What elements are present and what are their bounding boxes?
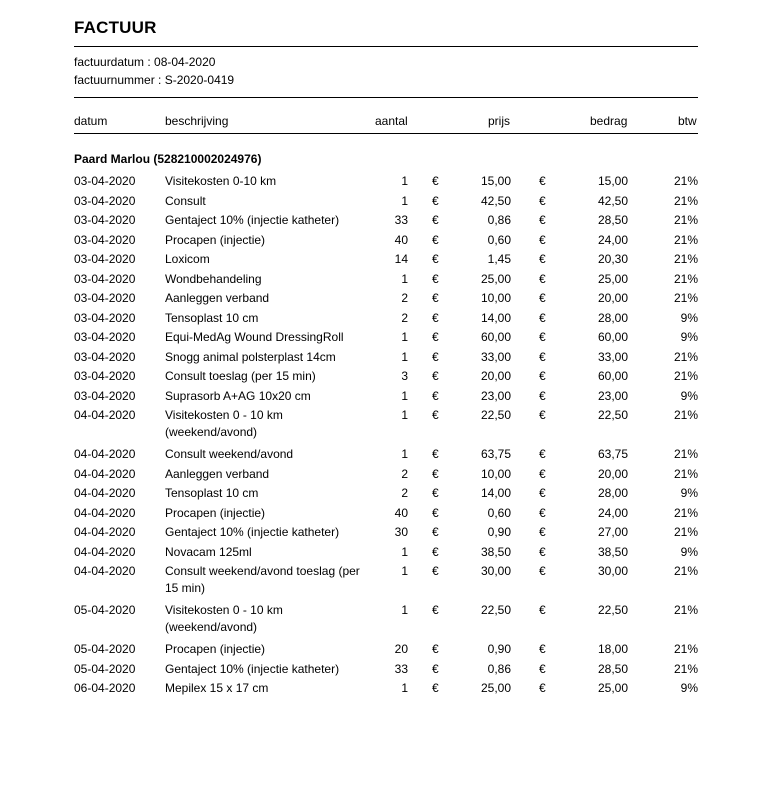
- line-vat: 21%: [673, 271, 698, 286]
- table-row: [74, 407, 698, 446]
- currency-symbol: €: [432, 486, 439, 500]
- line-date: 04-04-2020: [74, 544, 136, 559]
- invoice-date: factuurdatum : 08-04-2020: [74, 55, 216, 69]
- table-row: [74, 680, 698, 700]
- currency-symbol: €: [539, 466, 546, 481]
- currency-symbol: €: [432, 447, 439, 461]
- line-quantity: 14: [394, 252, 408, 266]
- line-price: 63,75: [480, 447, 511, 461]
- line-amount: 63,75: [597, 447, 628, 461]
- line-price: 10,00: [480, 466, 511, 481]
- currency-symbol: €: [432, 603, 439, 617]
- line-quantity: 1: [401, 681, 408, 695]
- currency-symbol: €: [432, 193, 439, 208]
- line-price: 0,90: [487, 642, 511, 656]
- line-vat: 21%: [673, 603, 698, 617]
- line-date: 03-04-2020: [74, 388, 136, 403]
- line-description: Gentaject 10% (injectie katheter): [165, 213, 340, 227]
- line-vat: 21%: [673, 661, 698, 676]
- currency-symbol: €: [539, 544, 546, 559]
- currency-symbol: €: [539, 174, 546, 188]
- currency-symbol: €: [432, 213, 439, 227]
- line-vat: 21%: [673, 291, 698, 305]
- line-amount: 22,50: [597, 603, 628, 617]
- currency-symbol: €: [539, 213, 546, 227]
- line-date: 04-04-2020: [74, 505, 136, 520]
- line-date: 05-04-2020: [74, 661, 136, 676]
- line-vat: 21%: [673, 349, 698, 364]
- table-row: [74, 446, 698, 466]
- line-date: 05-04-2020: [74, 603, 136, 617]
- line-amount: 23,00: [597, 388, 628, 403]
- table-row: [74, 329, 698, 349]
- line-amount: 27,00: [597, 525, 628, 539]
- currency-symbol: €: [539, 271, 546, 286]
- currency-symbol: €: [432, 369, 439, 383]
- line-price: 22,50: [480, 408, 511, 422]
- line-vat: 21%: [673, 408, 698, 422]
- currency-symbol: €: [539, 193, 546, 208]
- line-quantity: 1: [401, 330, 408, 344]
- line-date: 03-04-2020: [74, 174, 136, 188]
- line-price: 30,00: [480, 564, 511, 578]
- line-amount: 20,30: [597, 252, 628, 266]
- currency-symbol: €: [432, 408, 439, 422]
- currency-symbol: €: [432, 174, 439, 188]
- divider: [74, 46, 698, 47]
- currency-symbol: €: [539, 349, 546, 364]
- line-amount: 42,50: [597, 193, 628, 208]
- line-price: 0,60: [487, 232, 511, 247]
- line-price: 25,00: [480, 271, 511, 286]
- line-price: 60,00: [480, 330, 511, 344]
- line-vat: 21%: [673, 252, 698, 266]
- currency-symbol: €: [432, 252, 439, 266]
- currency-symbol: €: [432, 564, 439, 578]
- line-vat: 9%: [680, 544, 698, 559]
- table-row: [74, 485, 698, 505]
- line-date: 04-04-2020: [74, 525, 136, 539]
- divider: [74, 133, 698, 134]
- line-quantity: 2: [401, 310, 408, 325]
- line-quantity: 1: [401, 564, 408, 578]
- line-quantity: 1: [401, 174, 408, 188]
- line-amount: 18,00: [597, 642, 628, 656]
- column-header-vat: btw: [678, 114, 697, 128]
- line-quantity: 1: [401, 408, 408, 422]
- line-date: 06-04-2020: [74, 681, 136, 695]
- table-row: [74, 212, 698, 232]
- line-vat: 21%: [673, 466, 698, 481]
- line-amount: 20,00: [597, 291, 628, 305]
- line-quantity: 2: [401, 466, 408, 481]
- table-row: [74, 544, 698, 564]
- line-description: Procapen (injectie): [165, 642, 266, 656]
- table-row: [74, 524, 698, 544]
- line-vat: 9%: [680, 486, 698, 500]
- line-amount: 28,50: [597, 661, 628, 676]
- line-quantity: 1: [401, 388, 408, 403]
- line-date: 03-04-2020: [74, 193, 136, 208]
- currency-symbol: €: [432, 310, 439, 325]
- line-description: Wondbehandeling: [165, 271, 262, 286]
- line-amount: 30,00: [597, 564, 628, 578]
- line-amount: 25,00: [597, 681, 628, 695]
- line-vat: 21%: [673, 232, 698, 247]
- currency-symbol: €: [432, 388, 439, 403]
- line-price: 23,00: [480, 388, 511, 403]
- line-quantity: 1: [401, 447, 408, 461]
- line-vat: 21%: [673, 564, 698, 578]
- currency-symbol: €: [432, 232, 439, 247]
- line-date: 03-04-2020: [74, 252, 136, 266]
- invoice-lines: [74, 173, 698, 700]
- line-vat: 9%: [680, 388, 698, 403]
- currency-symbol: €: [539, 408, 546, 422]
- currency-symbol: €: [432, 642, 439, 656]
- line-amount: 60,00: [597, 330, 628, 344]
- table-row: [74, 251, 698, 271]
- line-amount: 28,50: [597, 213, 628, 227]
- line-quantity: 1: [401, 603, 408, 617]
- line-price: 33,00: [480, 349, 511, 364]
- line-quantity: 1: [401, 544, 408, 559]
- line-amount: 33,00: [597, 349, 628, 364]
- currency-symbol: €: [432, 505, 439, 520]
- currency-symbol: €: [539, 310, 546, 325]
- line-vat: 21%: [673, 642, 698, 656]
- line-vat: 9%: [680, 681, 698, 695]
- line-quantity: 2: [401, 291, 408, 305]
- currency-symbol: €: [539, 388, 546, 403]
- line-price: 0,60: [487, 505, 511, 520]
- column-header-date: datum: [74, 114, 108, 128]
- line-vat: 21%: [673, 447, 698, 461]
- column-header-quantity: aantal: [375, 114, 408, 128]
- line-amount: 15,00: [597, 174, 628, 188]
- currency-symbol: €: [539, 661, 546, 676]
- line-price: 15,00: [480, 174, 511, 188]
- line-description: Loxicom: [165, 252, 210, 266]
- line-vat: 21%: [673, 213, 698, 227]
- line-amount: 28,00: [597, 486, 628, 500]
- line-description: Visitekosten 0-10 km: [165, 174, 277, 188]
- line-date: 04-04-2020: [74, 447, 136, 461]
- line-vat: 21%: [673, 369, 698, 383]
- line-description: Visitekosten 0 - 10 km (weekend/avond): [165, 603, 283, 634]
- line-description: Consult weekend/avond: [165, 447, 294, 461]
- line-date: 04-04-2020: [74, 564, 136, 578]
- currency-symbol: €: [539, 369, 546, 383]
- line-price: 20,00: [480, 369, 511, 383]
- line-amount: 60,00: [597, 369, 628, 383]
- line-date: 03-04-2020: [74, 291, 136, 305]
- currency-symbol: €: [539, 232, 546, 247]
- line-description: Procapen (injectie): [165, 232, 266, 247]
- currency-symbol: €: [432, 544, 439, 559]
- line-description: Procapen (injectie): [165, 505, 266, 520]
- currency-symbol: €: [432, 466, 439, 481]
- line-price: 38,50: [480, 544, 511, 559]
- line-amount: 28,00: [597, 310, 628, 325]
- line-amount: 22,50: [597, 408, 628, 422]
- table-row: [74, 310, 698, 330]
- line-description: Visitekosten 0 - 10 km (weekend/avond): [165, 408, 283, 439]
- line-price: 22,50: [480, 603, 511, 617]
- table-row: [74, 193, 698, 213]
- currency-symbol: €: [539, 564, 546, 578]
- line-description: Consult weekend/avond toeslag (per 15 min): [165, 564, 360, 595]
- line-description: Aanleggen verband: [165, 291, 270, 305]
- line-price: 0,86: [487, 661, 511, 676]
- table-row: [74, 349, 698, 369]
- line-description: Tensoplast 10 cm: [165, 310, 259, 325]
- line-description: Mepilex 15 x 17 cm: [165, 681, 269, 695]
- currency-symbol: €: [539, 525, 546, 539]
- line-quantity: 1: [401, 271, 408, 286]
- line-price: 10,00: [480, 291, 511, 305]
- line-date: 04-04-2020: [74, 486, 136, 500]
- line-vat: 21%: [673, 505, 698, 520]
- currency-symbol: €: [432, 661, 439, 676]
- line-date: 03-04-2020: [74, 330, 136, 344]
- line-amount: 20,00: [597, 466, 628, 481]
- column-header-amount: bedrag: [590, 114, 628, 128]
- table-row: [74, 563, 698, 602]
- currency-symbol: €: [539, 642, 546, 656]
- line-description: Aanleggen verband: [165, 466, 270, 481]
- currency-symbol: €: [539, 505, 546, 520]
- line-quantity: 1: [401, 193, 408, 208]
- line-quantity: 2: [401, 486, 408, 500]
- line-date: 03-04-2020: [74, 369, 136, 383]
- line-vat: 21%: [673, 525, 698, 539]
- column-header-price: prijs: [488, 114, 511, 128]
- line-description: Equi-MedAg Wound DressingRoll: [165, 330, 344, 344]
- group-title: Paard Marlou (528210002024976): [74, 152, 262, 166]
- line-vat: 9%: [680, 310, 698, 325]
- currency-symbol: €: [539, 486, 546, 500]
- line-vat: 21%: [673, 193, 698, 208]
- table-row: [74, 602, 698, 641]
- line-date: 03-04-2020: [74, 349, 136, 364]
- currency-symbol: €: [432, 330, 439, 344]
- line-price: 25,00: [480, 681, 511, 695]
- line-description: Suprasorb A+AG 10x20 cm: [165, 388, 311, 403]
- currency-symbol: €: [432, 681, 439, 695]
- currency-symbol: €: [432, 291, 439, 305]
- currency-symbol: €: [539, 681, 546, 695]
- table-row: [74, 505, 698, 525]
- currency-symbol: €: [539, 291, 546, 305]
- line-date: 05-04-2020: [74, 642, 136, 656]
- table-row: [74, 466, 698, 486]
- line-date: 03-04-2020: [74, 213, 136, 227]
- line-quantity: 33: [394, 661, 408, 676]
- line-amount: 38,50: [597, 544, 628, 559]
- line-price: 14,00: [480, 310, 511, 325]
- line-date: 03-04-2020: [74, 232, 136, 247]
- divider: [74, 97, 698, 98]
- table-row: [74, 232, 698, 252]
- table-row: [74, 641, 698, 661]
- line-quantity: 40: [394, 232, 408, 247]
- invoice-number: factuurnummer : S-2020-0419: [74, 73, 235, 87]
- line-description: Gentaject 10% (injectie katheter): [165, 525, 340, 539]
- currency-symbol: €: [432, 349, 439, 364]
- line-description: Consult: [165, 193, 206, 208]
- line-vat: 9%: [680, 330, 698, 344]
- line-description: Tensoplast 10 cm: [165, 486, 259, 500]
- line-price: 0,90: [487, 525, 511, 539]
- line-vat: 21%: [673, 174, 698, 188]
- line-quantity: 40: [394, 505, 408, 520]
- currency-symbol: €: [539, 330, 546, 344]
- line-price: 42,50: [480, 193, 511, 208]
- line-description: Novacam 125ml: [165, 544, 252, 559]
- line-quantity: 3: [401, 369, 408, 383]
- line-quantity: 20: [394, 642, 408, 656]
- table-row: [74, 173, 698, 193]
- line-quantity: 30: [394, 525, 408, 539]
- line-date: 04-04-2020: [74, 466, 136, 481]
- table-row: [74, 388, 698, 408]
- table-row: [74, 290, 698, 310]
- currency-symbol: €: [539, 252, 546, 266]
- line-amount: 25,00: [597, 271, 628, 286]
- table-row: [74, 271, 698, 291]
- line-quantity: 1: [401, 349, 408, 364]
- line-date: 03-04-2020: [74, 271, 136, 286]
- currency-symbol: €: [539, 447, 546, 461]
- line-description: Gentaject 10% (injectie katheter): [165, 661, 340, 676]
- line-description: Consult toeslag (per 15 min): [165, 369, 316, 383]
- column-header-description: beschrijving: [165, 114, 229, 128]
- invoice-title: FACTUUR: [74, 18, 157, 37]
- line-description: Snogg animal polsterplast 14cm: [165, 349, 336, 364]
- line-price: 1,45: [487, 252, 511, 266]
- line-date: 04-04-2020: [74, 408, 136, 422]
- line-amount: 24,00: [597, 232, 628, 247]
- table-row: [74, 368, 698, 388]
- line-date: 03-04-2020: [74, 310, 136, 325]
- currency-symbol: €: [432, 525, 439, 539]
- line-amount: 24,00: [597, 505, 628, 520]
- currency-symbol: €: [432, 271, 439, 286]
- line-quantity: 33: [394, 213, 408, 227]
- table-row: [74, 661, 698, 681]
- line-price: 14,00: [480, 486, 511, 500]
- line-price: 0,86: [487, 213, 511, 227]
- currency-symbol: €: [539, 603, 546, 617]
